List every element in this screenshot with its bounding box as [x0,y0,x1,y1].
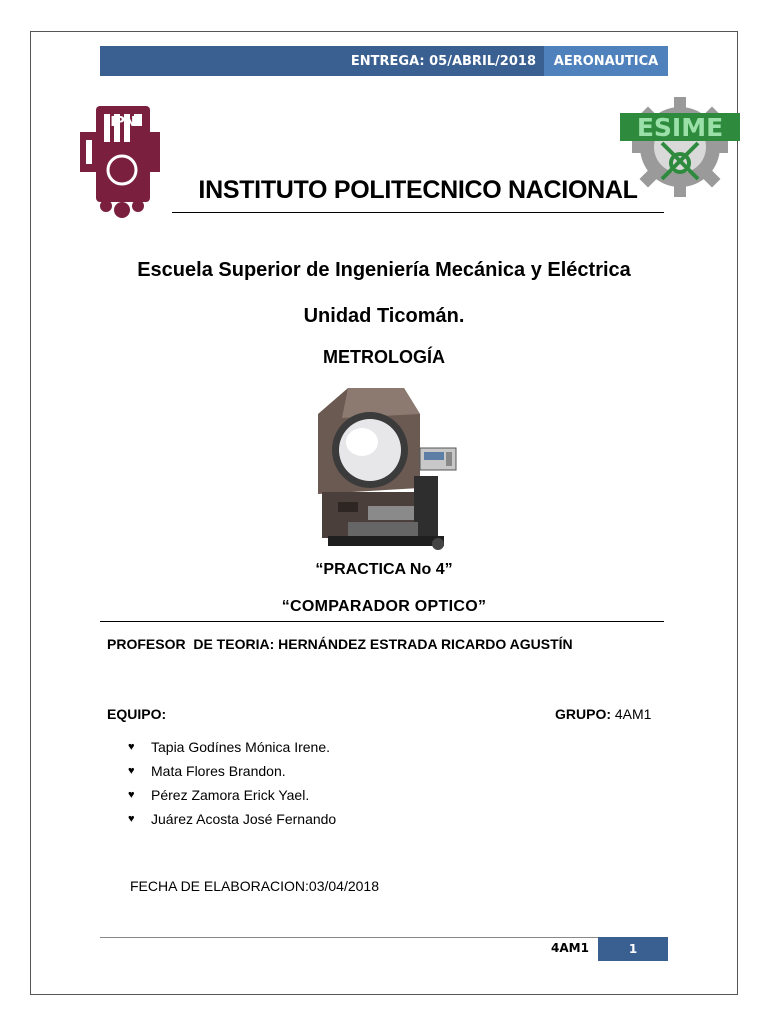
ipn-logo-text: IPN [110,115,136,130]
school-title: Escuela Superior de Ingeniería Mecánica y Eléctrica [137,259,631,281]
title-divider [172,212,664,213]
footer-divider [100,937,598,938]
member-name: Juárez Acosta José Fernando [151,811,337,827]
professor-line: PROFESOR DE TEORIA: HERNÁNDEZ ESTRADA RICARDO AGUSTÍN [107,636,573,652]
practice-title: “PRACTICA No 4” [315,561,453,578]
list-item [128,811,336,835]
elaboration-date: FECHA DE ELABORACION:03/04/2018 [130,878,379,894]
member-name: Mata Flores Brandon. [151,763,286,779]
group-label: GRUPO: [555,706,611,722]
delivery-date: ENTREGA: 05/ABRIL/2018 [100,46,544,76]
unit-title: Unidad Ticomán. [303,305,465,327]
header-bar [100,46,668,76]
heart-bullet-icon: ♥ [128,813,135,825]
list-item [128,763,336,787]
department-label: AERONAUTICA [544,46,668,76]
member-name: Tapia Godínes Mónica Irene. [151,739,330,755]
list-item [128,739,336,763]
heart-bullet-icon: ♥ [128,741,135,753]
team-label: EQUIPO: [107,706,167,722]
group-line [555,706,651,722]
topic-divider [100,621,664,622]
list-item [128,787,336,811]
optical-comparator-image [308,384,462,554]
institution-title: INSTITUTO POLITECNICO NACIONAL [198,176,638,204]
footer-group: 4AM1 [551,941,589,955]
topic-title: “COMPARADOR OPTICO” [281,598,487,615]
subject-title: METROLOGÍA [323,347,445,367]
group-value: 4AM1 [614,706,652,722]
ipn-logo-icon [76,92,162,220]
team-members-list [128,739,336,835]
heart-bullet-icon: ♥ [128,789,135,801]
heart-bullet-icon: ♥ [128,765,135,777]
member-name: Pérez Zamora Erick Yael. [151,787,310,803]
page-number: 1 [598,937,668,961]
esime-logo-text: ESIME [636,113,724,142]
